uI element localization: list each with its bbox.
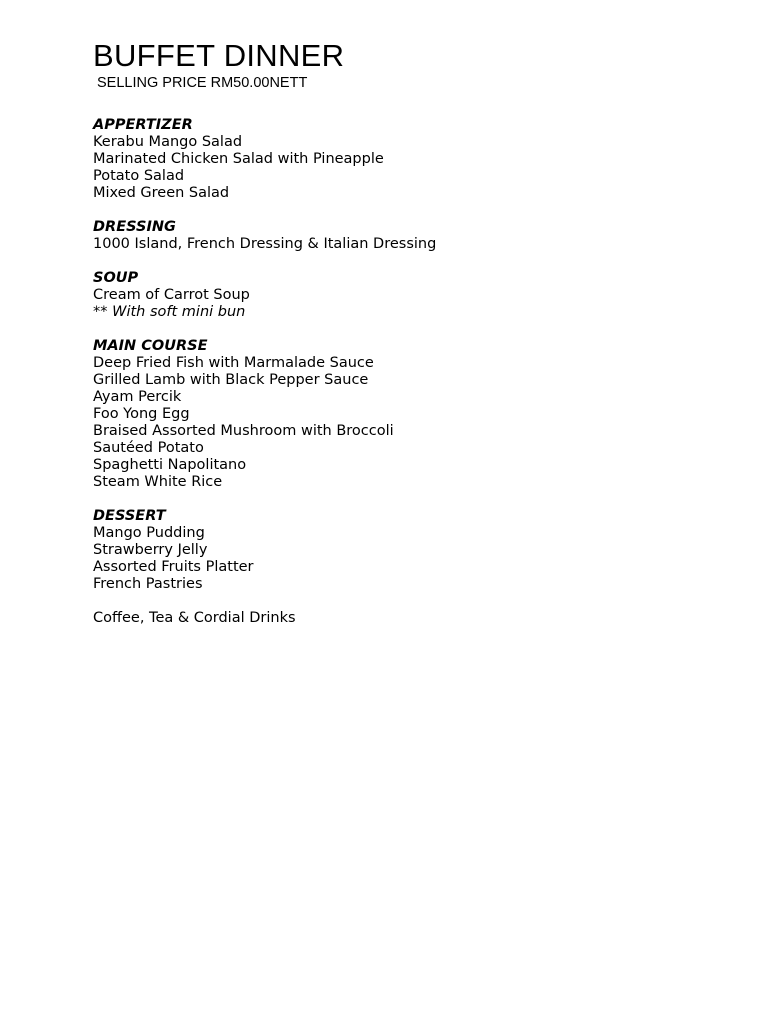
note-prefix: ** bbox=[93, 304, 113, 320]
section-appetizer bbox=[93, 117, 733, 202]
soup-note bbox=[93, 304, 733, 321]
section-heading: DESSERT bbox=[93, 508, 166, 524]
menu-item: Cream of Carrot Soup bbox=[93, 287, 250, 303]
menu-item: Mixed Green Salad bbox=[93, 185, 230, 201]
menu-item: Steam White Rice bbox=[93, 474, 223, 490]
menu-item: Deep Fried Fish with Marmalade Sauce bbox=[93, 355, 374, 371]
section-dressing bbox=[93, 219, 733, 253]
menu-item: Sautéed Potato bbox=[93, 440, 204, 456]
drinks-line: Coffee, Tea & Cordial Drinks bbox=[93, 610, 296, 626]
menu-item: Ayam Percik bbox=[93, 389, 182, 405]
menu-item: Spaghetti Napolitano bbox=[93, 457, 247, 473]
menu-item: Potato Salad bbox=[93, 168, 185, 184]
price-subtitle: SELLING PRICE RM50.00NETT bbox=[97, 75, 308, 91]
section-heading: SOUP bbox=[93, 270, 139, 286]
menu-sections bbox=[93, 117, 733, 627]
menu-item: 1000 Island, French Dressing & Italian Dressing bbox=[93, 236, 437, 252]
menu-item: French Pastries bbox=[93, 576, 203, 592]
section-soup bbox=[93, 270, 733, 321]
menu-item: Grilled Lamb with Black Pepper Sauce bbox=[93, 372, 369, 388]
page-title: BUFFET DINNER bbox=[93, 38, 345, 73]
note-text: With soft mini bun bbox=[112, 304, 246, 320]
menu-item: Foo Yong Egg bbox=[93, 406, 190, 422]
section-heading: DRESSING bbox=[93, 219, 176, 235]
menu-item: Mango Pudding bbox=[93, 525, 205, 541]
menu-item: Braised Assorted Mushroom with Broccoli bbox=[93, 423, 394, 439]
menu-item: Marinated Chicken Salad with Pineapple bbox=[93, 151, 384, 167]
menu-item: Strawberry Jelly bbox=[93, 542, 208, 558]
menu-item: Assorted Fruits Platter bbox=[93, 559, 254, 575]
menu-document bbox=[93, 38, 733, 627]
section-heading: MAIN COURSE bbox=[93, 338, 208, 354]
section-heading: APPERTIZER bbox=[93, 117, 193, 133]
menu-item: Kerabu Mango Salad bbox=[93, 134, 243, 150]
section-dessert bbox=[93, 508, 733, 593]
section-main-course bbox=[93, 338, 733, 491]
